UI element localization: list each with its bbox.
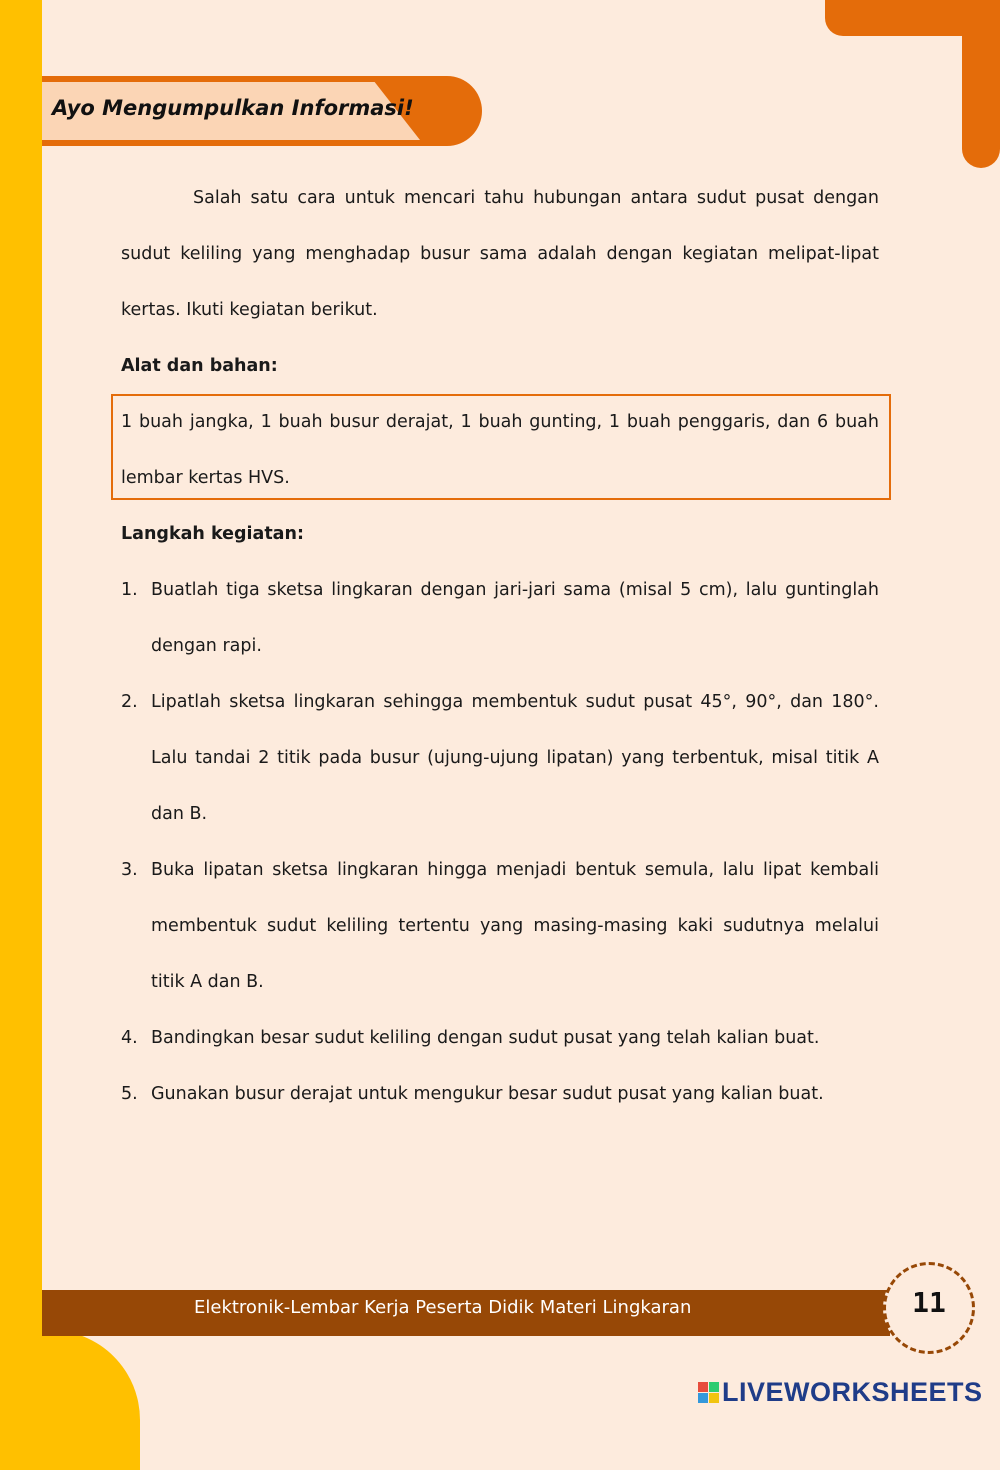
step-item: [121, 674, 879, 842]
bottom-decor-shape: [0, 1330, 140, 1470]
intro-paragraph: Salah satu cara untuk mencari tahu hubungan antara sudut pusat dengan sudut keliling yang menghadap busur sama adalah dengan kegiatan melipat-lipat kertas. Ikuti kegiatan berikut.: [121, 188, 879, 320]
step-text: Gunakan busur derajat untuk mengukur besar sudut pusat yang kalian buat.: [151, 1084, 824, 1104]
step-item: [121, 1066, 879, 1122]
step-number: 3.: [121, 860, 138, 880]
step-text: Buatlah tiga sketsa lingkaran dengan jari-jari sama (misal 5 cm), lalu guntinglah dengan rapi.: [151, 580, 879, 656]
intro-section: [121, 170, 879, 394]
step-number: 5.: [121, 1084, 138, 1104]
brand-name: LIVEWORKSHEETS: [722, 1376, 983, 1407]
step-number: 1.: [121, 580, 138, 600]
step-item: [121, 1010, 879, 1066]
tools-text: 1 buah jangka, 1 buah busur derajat, 1 buah gunting, 1 buah penggaris, dan 6 buah lembar kertas HVS.: [121, 412, 879, 488]
step-number: 4.: [121, 1028, 138, 1048]
steps-list: [121, 562, 879, 1122]
liveworksheets-brand[interactable]: [698, 1374, 983, 1410]
corner-decor-vertical: [962, 0, 1000, 168]
tools-heading: Alat dan bahan:: [121, 356, 278, 376]
steps-heading: Langkah kegiatan:: [121, 524, 304, 544]
liveworksheets-logo-icon: [698, 1382, 719, 1403]
footer-text: Elektronik-Lembar Kerja Peserta Didik Materi Lingkaran: [194, 1297, 692, 1318]
section-title: Ayo Mengumpulkan Informasi!: [52, 96, 414, 120]
step-text: Buka lipatan sketsa lingkaran hingga menjadi bentuk semula, lalu lipat kembali membentuk sudut keliling tertentu yang masing-masing kaki sudutnya melalui titik A dan B.: [151, 860, 879, 992]
step-text: Lipatlah sketsa lingkaran sehingga membentuk sudut pusat 45°, 90°, dan 180°. Lalu tandai 2 titik pada busur (ujung-ujung lipatan) yang terbentuk, misal titik A dan B.: [151, 692, 879, 824]
left-decor-bar: [0, 0, 42, 1413]
step-item: [121, 562, 879, 674]
step-item: [121, 842, 879, 1010]
page-number: 11: [912, 1286, 946, 1319]
step-number: 2.: [121, 692, 138, 712]
step-text: Bandingkan besar sudut keliling dengan sudut pusat yang telah kalian buat.: [151, 1028, 820, 1048]
